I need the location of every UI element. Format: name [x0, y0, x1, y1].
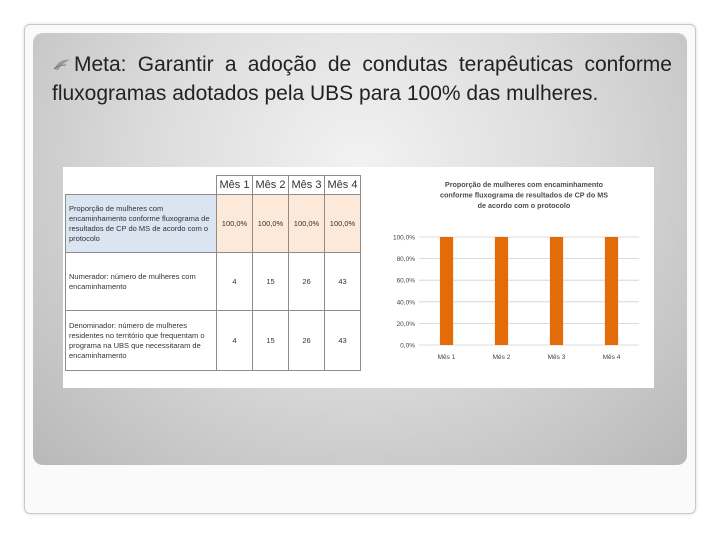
meta-paragraph [52, 50, 672, 108]
y-tick-label: 80,0% [396, 256, 415, 264]
bar-chart [381, 171, 647, 381]
meta-label: Meta: [74, 53, 127, 76]
col-header: Mês 1 [217, 176, 253, 195]
bar [495, 237, 508, 345]
data-table [65, 175, 361, 371]
table-cell: 100,0% [325, 195, 361, 253]
y-tick-label: 60,0% [396, 277, 415, 285]
row-label: Numerador: número de mulheres com encaminhamento [66, 253, 217, 311]
row-label: Proporção de mulheres com encaminhamento conforme fluxograma de resultados de CP do MS de acordo com o protocolo [66, 195, 217, 253]
table-cell: 26 [289, 253, 325, 311]
table-header-row [66, 176, 361, 195]
table-cell: 43 [325, 311, 361, 371]
y-tick-label: 40,0% [396, 299, 415, 307]
col-header: Mês 2 [253, 176, 289, 195]
table-cell: 100,0% [289, 195, 325, 253]
table-cell: 100,0% [217, 195, 253, 253]
table-corner [66, 176, 217, 195]
table-row [66, 195, 361, 253]
bar [605, 237, 618, 345]
table-cell: 4 [217, 253, 253, 311]
table-row [66, 253, 361, 311]
col-header: Mês 4 [325, 176, 361, 195]
row-label: Denominador: número de mulheres residentes no território que frequentam o programa na UBS que necessitaram de encaminhamento [66, 311, 217, 371]
bar [550, 237, 563, 345]
table-cell: 4 [217, 311, 253, 371]
table-cell: 15 [253, 311, 289, 371]
col-header: Mês 3 [289, 176, 325, 195]
y-tick-label: 100,0% [392, 234, 415, 242]
x-tick-label: Mês 2 [492, 354, 511, 361]
table-cell: 43 [325, 253, 361, 311]
x-tick-label: Mês 4 [602, 354, 621, 361]
chart-title: Proporção de mulheres com encaminhamento conforme fluxograma de resultados de CP do MS de acordo com o protocolo [439, 180, 609, 210]
table-cell: 100,0% [253, 195, 289, 253]
table-cell: 26 [289, 311, 325, 371]
table-row [66, 311, 361, 371]
bar [440, 237, 453, 345]
table-cell: 15 [253, 253, 289, 311]
y-tick-label: 0,0% [400, 342, 415, 350]
x-tick-label: Mês 3 [547, 354, 566, 361]
meta-text: Garantir a adoção de condutas terapêuticas conforme fluxogramas adotados pela UBS para 100% das mulheres. [52, 53, 672, 105]
y-tick-label: 20,0% [396, 320, 415, 328]
x-tick-label: Mês 1 [437, 354, 456, 361]
figure-box [63, 167, 654, 388]
